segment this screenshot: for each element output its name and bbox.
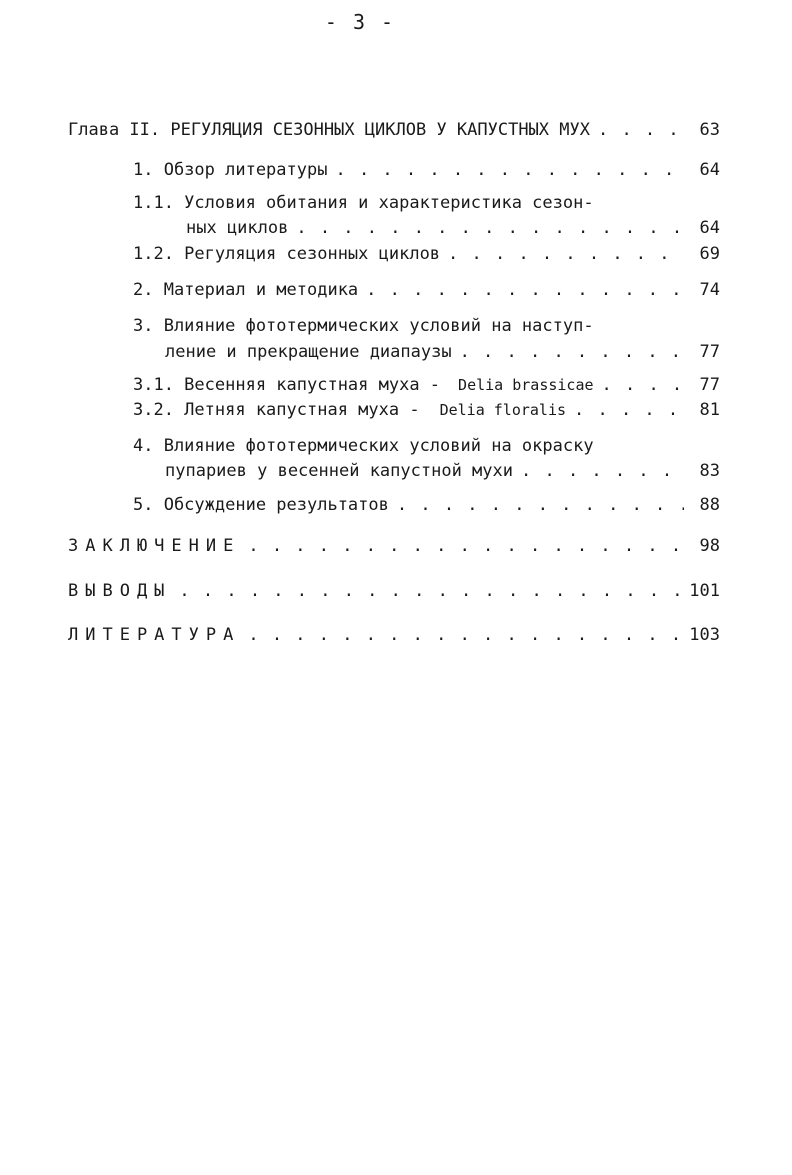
toc-entry	[186, 215, 720, 241]
toc-entry	[133, 277, 720, 303]
toc-entry-page: 98	[699, 536, 720, 556]
toc-entry-title: ВЫВОДЫ	[68, 581, 172, 601]
dot-leader	[602, 372, 684, 398]
dot-leader	[460, 339, 684, 365]
toc-entry-title: 3.1. Весенняя капустная муха -	[133, 375, 441, 395]
dot-leader	[335, 157, 684, 183]
dot-leader	[248, 622, 683, 648]
page-number: - 3 -	[324, 10, 396, 34]
toc-entry	[133, 397, 720, 423]
toc-entry-page: 64	[699, 160, 720, 180]
toc-entry-title: ных циклов	[186, 218, 289, 238]
toc-entry-line: 4. Влияние фототермических условий на окраску	[133, 436, 594, 456]
toc-findings	[68, 578, 720, 604]
species-name: Delia brassicae	[458, 376, 594, 394]
toc-entry-title: Глава II. РЕГУЛЯЦИЯ СЕЗОННЫХ ЦИКЛОВ У КАПУСТНЫХ МУХ	[68, 120, 590, 140]
toc-entry-page: 103	[689, 625, 720, 645]
toc-entry-page: 77	[699, 342, 720, 362]
toc-entry-line: 3. Влияние фототермических условий на наступ-	[133, 316, 594, 336]
toc-conclusion	[68, 533, 720, 559]
toc-entry-title: ление и прекращение диапаузы	[165, 342, 452, 362]
toc-entry-page: 74	[699, 280, 720, 300]
toc-entry-title: 1.2. Регуляция сезонных циклов	[133, 244, 441, 264]
toc-entry-page: 81	[699, 400, 720, 420]
toc-entry-page: 83	[699, 461, 720, 481]
toc-entry-page: 64	[699, 218, 720, 238]
toc-references	[68, 622, 720, 648]
dot-leader	[179, 578, 683, 604]
dot-leader	[248, 533, 684, 559]
dot-leader	[598, 117, 684, 143]
toc-entry-title: ЛИТЕРАТУРА	[68, 625, 241, 645]
toc-entry-title: 2. Материал и методика	[133, 280, 359, 300]
toc-entry-title: 5. Обсуждение результатов	[133, 495, 389, 515]
toc-entry-title: ЗАКЛЮЧЕНИЕ	[68, 536, 241, 556]
dot-leader	[574, 397, 684, 423]
toc-entry	[133, 372, 720, 398]
toc-entry	[133, 157, 720, 183]
toc-entry-title: 1. Обзор литературы	[133, 160, 328, 180]
dot-leader	[448, 241, 684, 267]
toc-entry-page: 77	[699, 375, 720, 395]
toc-entry-page: 88	[699, 495, 720, 515]
toc-entry-title: 3.2. Летняя капустная муха -	[133, 400, 420, 420]
toc-entry	[133, 492, 720, 518]
toc-chapter-2	[68, 117, 720, 143]
dot-leader	[521, 458, 684, 484]
toc-entry-title: пупариев у весенней капустной мухи	[165, 461, 513, 481]
toc-entry	[165, 339, 720, 365]
dot-leader	[366, 277, 684, 303]
toc-entry	[133, 241, 720, 267]
toc-entry-page: 69	[699, 244, 720, 264]
toc-entry-page: 63	[699, 120, 720, 140]
dot-leader	[397, 492, 684, 518]
dot-leader	[296, 215, 684, 241]
species-name: Delia floralis	[439, 401, 567, 419]
toc-entry-page: 101	[689, 581, 720, 601]
toc-entry	[165, 458, 720, 484]
toc-entry-line: 1.1. Условия обитания и характеристика сезон-	[133, 193, 594, 213]
